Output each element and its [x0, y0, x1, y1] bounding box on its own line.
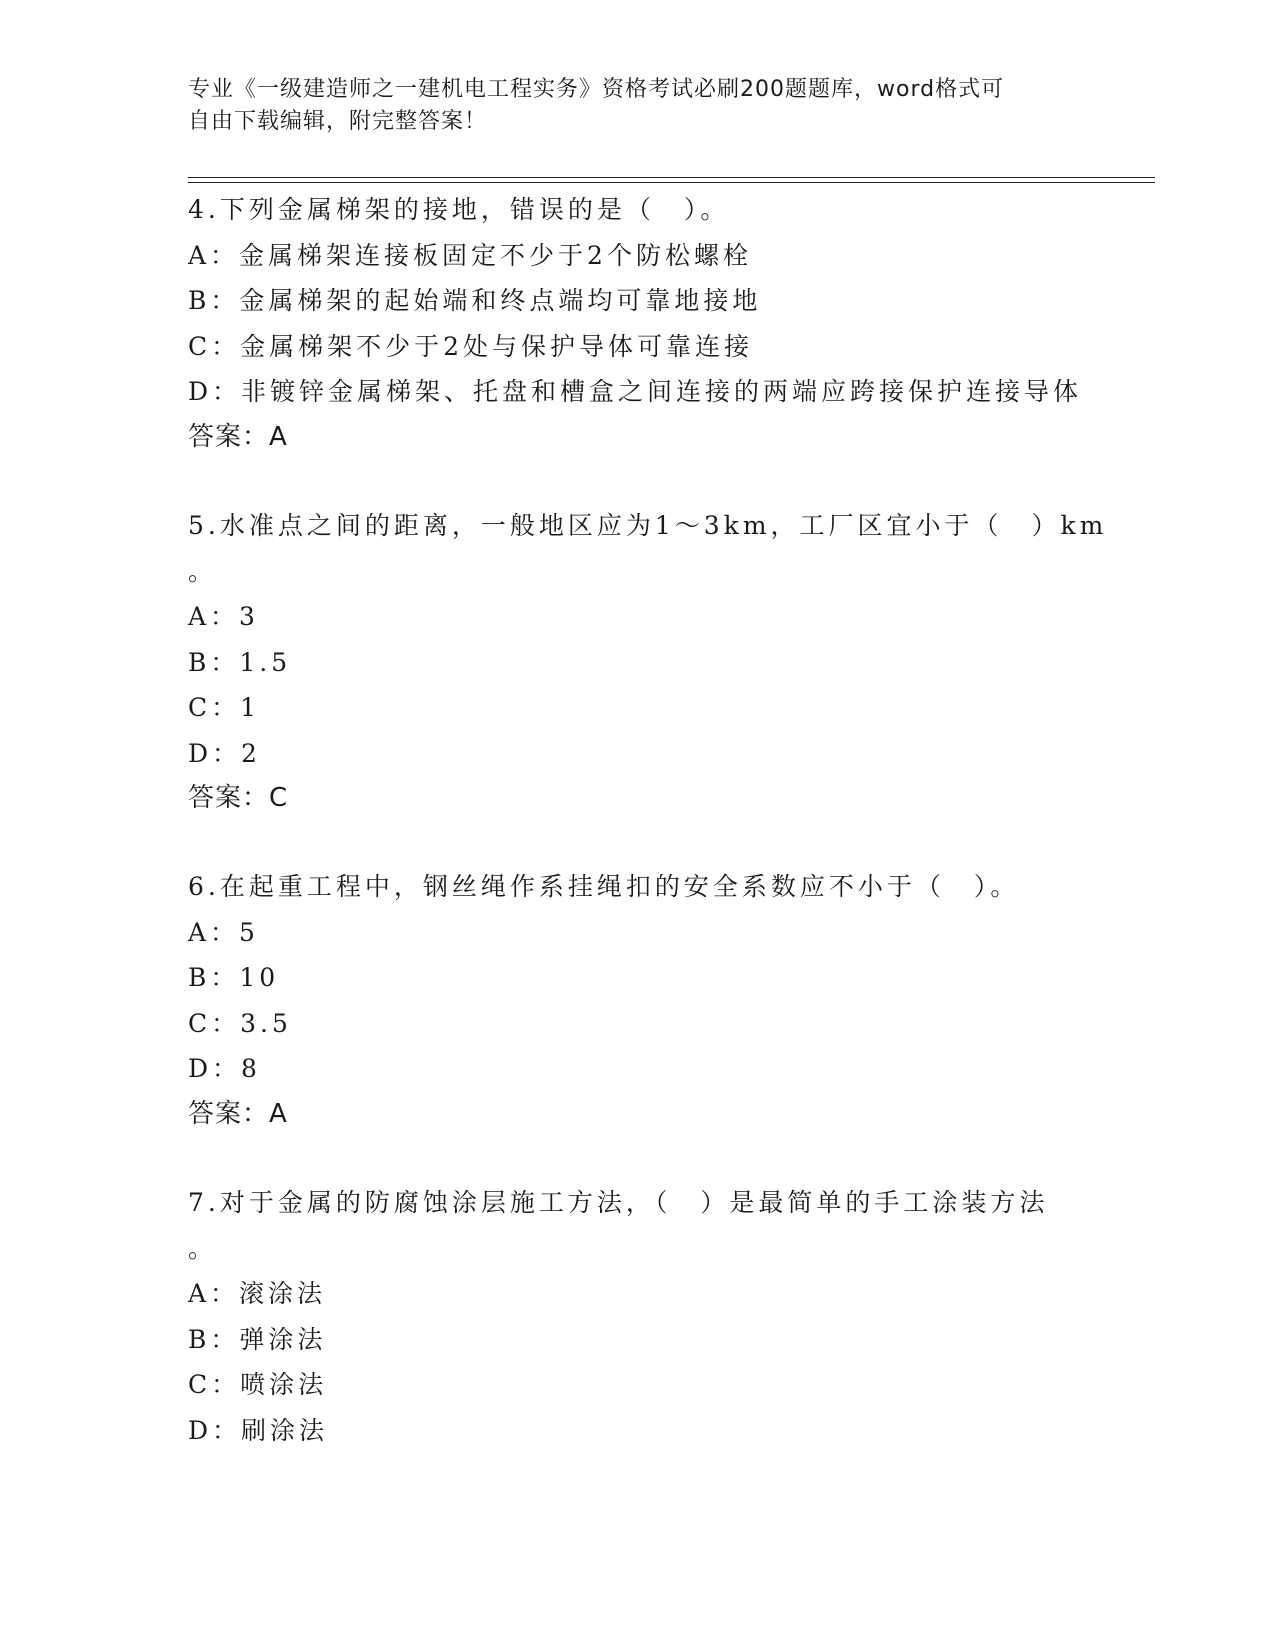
option-d: D：刷涂法 — [188, 1415, 329, 1445]
option-a: A：滚涂法 — [188, 1279, 327, 1308]
option-b: B：1.5 — [188, 647, 292, 677]
question-stem: 5.水准点之间的距离，一般地区应为1～3km，工厂区宜小于（ ）km — [188, 511, 1108, 540]
question-5 — [188, 503, 1118, 822]
answer: 答案：C — [188, 783, 289, 813]
option-a: A：金属梯架连接板固定不少于2个防松螺栓 — [188, 240, 752, 270]
option-d: D：8 — [188, 1054, 261, 1083]
option-b: B：金属梯架的起始端和终点端均可靠地接地 — [188, 286, 762, 315]
option-c: C：金属梯架不少于2处与保护导体可靠连接 — [188, 331, 754, 361]
option-c: C：喷涂法 — [188, 1370, 328, 1399]
question-7 — [188, 1180, 1118, 1453]
header-line-2: 自由下载编辑，附完整答案！ — [188, 109, 488, 134]
answer: 答案：A — [188, 421, 288, 452]
question-stem: 7.对于金属的防腐蚀涂层施工方法，（ ）是最简单的手工涂装方法 — [188, 1188, 1049, 1217]
question-stem: 4.下列金属梯架的接地，错误的是（ ）。 — [188, 195, 730, 224]
question-stem-tail: 。 — [188, 1233, 218, 1263]
question-4 — [188, 187, 1118, 460]
header-divider-bottom — [188, 182, 1155, 183]
answer: 答案：A — [188, 1098, 288, 1129]
option-d: D：2 — [188, 738, 261, 768]
option-a: A：3 — [188, 602, 259, 631]
option-b: B：弹涂法 — [188, 1324, 327, 1354]
option-b: B：10 — [188, 963, 280, 992]
question-stem: 6.在起重工程中，钢丝绳作系挂绳扣的安全系数应不小于（ ）。 — [188, 872, 1020, 901]
header-divider-top — [188, 177, 1155, 178]
option-d: D：非镀锌金属梯架、托盘和槽盒之间连接的两端应跨接保护连接导体 — [188, 377, 1083, 406]
option-a: A：5 — [188, 917, 259, 947]
question-6 — [188, 864, 1118, 1137]
option-c: C：1 — [188, 693, 261, 722]
header-line-1: 专业《一级建造师之一建机电工程实务》资格考试必刷200题题库，word格式可 — [188, 77, 1005, 102]
question-stem-tail: 。 — [188, 556, 218, 586]
document-header — [188, 74, 1088, 138]
option-c: C：3.5 — [188, 1008, 292, 1038]
